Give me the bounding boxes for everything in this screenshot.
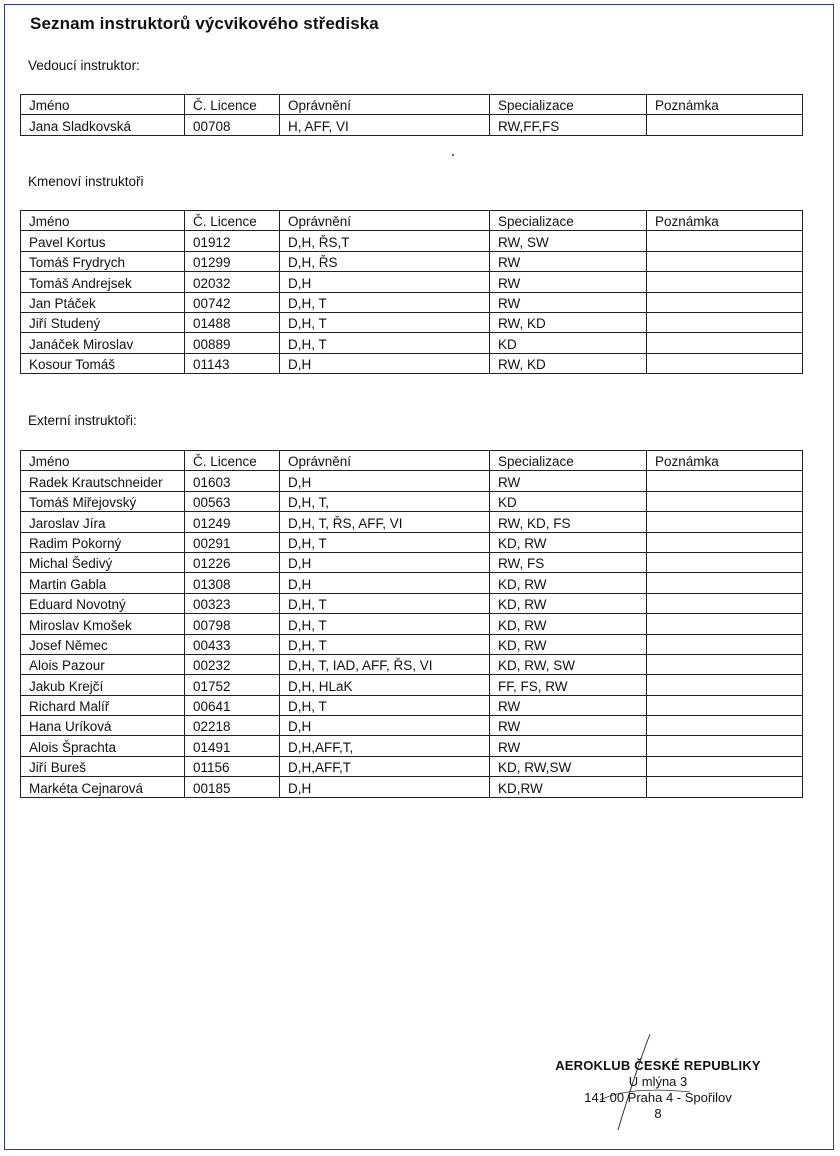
table-cell: KD xyxy=(490,491,647,511)
table-cell: D,H xyxy=(280,777,490,797)
table-cell: 01143 xyxy=(185,353,280,373)
column-header: Specializace xyxy=(490,451,647,471)
external-instructors-table xyxy=(20,450,803,798)
table-cell xyxy=(647,675,803,695)
table-cell xyxy=(647,736,803,756)
column-header: Poznámka xyxy=(647,95,803,115)
table-cell: 00323 xyxy=(185,593,280,613)
table-cell: RW xyxy=(490,272,647,292)
table-cell: Eduard Novotný xyxy=(21,593,185,613)
table-cell: RW, KD, FS xyxy=(490,512,647,532)
table-cell: D,H, T xyxy=(280,312,490,332)
table-cell: 00433 xyxy=(185,634,280,654)
table-cell: 00641 xyxy=(185,695,280,715)
table-cell: KD, RW xyxy=(490,634,647,654)
table-cell: Tomáš Miřejovský xyxy=(21,491,185,511)
column-header: Specializace xyxy=(490,211,647,231)
table-cell: RW xyxy=(490,292,647,312)
table-cell: KD, RW xyxy=(490,614,647,634)
core-instructors-table xyxy=(20,210,803,374)
table-cell: 00708 xyxy=(185,115,280,135)
table-cell: 01308 xyxy=(185,573,280,593)
table-cell: Jan Ptáček xyxy=(21,292,185,312)
table-row xyxy=(21,292,803,312)
table-row xyxy=(21,532,803,552)
table-cell: Hana Uríková xyxy=(21,716,185,736)
column-header: Poznámka xyxy=(647,451,803,471)
table-cell xyxy=(647,272,803,292)
table-cell: H, AFF, VI xyxy=(280,115,490,135)
column-header: Jméno xyxy=(21,95,185,115)
table-row xyxy=(21,333,803,353)
table-cell: D,H, T, IAD, AFF, ŘS, VI xyxy=(280,654,490,674)
table-cell: Alois Pazour xyxy=(21,654,185,674)
table-cell: D,H, HLaK xyxy=(280,675,490,695)
table-cell: 01912 xyxy=(185,231,280,251)
table-row xyxy=(21,573,803,593)
table-cell: 00563 xyxy=(185,491,280,511)
table-cell: Radim Pokorný xyxy=(21,532,185,552)
table-cell: 01752 xyxy=(185,675,280,695)
table-cell: 00291 xyxy=(185,532,280,552)
table-cell: 01156 xyxy=(185,756,280,776)
page-title: Seznam instruktorů výcvikového střediska xyxy=(30,14,379,33)
table-cell: D,H, T xyxy=(280,634,490,654)
table-row xyxy=(21,312,803,332)
table-cell: KD, RW xyxy=(490,593,647,613)
table-cell xyxy=(647,777,803,797)
table-cell: KD,RW xyxy=(490,777,647,797)
column-header: Č. Licence xyxy=(185,211,280,231)
table-cell xyxy=(647,333,803,353)
table-cell: Jana Sladkovská xyxy=(21,115,185,135)
table-cell: Martin Gabla xyxy=(21,573,185,593)
table-cell: D,H, T xyxy=(280,333,490,353)
table-cell: Radek Krautschneider xyxy=(21,471,185,491)
table-row xyxy=(21,634,803,654)
table-cell xyxy=(647,654,803,674)
lead-instructor-table xyxy=(20,94,803,136)
table-cell: 01249 xyxy=(185,512,280,532)
table-row xyxy=(21,756,803,776)
table-cell: Markéta Cejnarová xyxy=(21,777,185,797)
stamp-street: U mlýna 3 xyxy=(628,1074,688,1089)
table-cell: 01603 xyxy=(185,471,280,491)
table-cell: D,H, ŘS xyxy=(280,251,490,271)
table-cell: 02218 xyxy=(185,716,280,736)
column-header: Jméno xyxy=(21,451,185,471)
table-cell: D,H, T, ŘS, AFF, VI xyxy=(280,512,490,532)
table-cell: 00889 xyxy=(185,333,280,353)
table-cell: D,H xyxy=(280,573,490,593)
table-cell xyxy=(647,115,803,135)
table-cell: Miroslav Kmošek xyxy=(21,614,185,634)
table-cell: Alois Šprachta xyxy=(21,736,185,756)
table-cell: Jaroslav Jíra xyxy=(21,512,185,532)
table-cell: D,H xyxy=(280,353,490,373)
table-row xyxy=(21,272,803,292)
table-cell: 01299 xyxy=(185,251,280,271)
table-header-row xyxy=(21,451,803,471)
table-cell: Tomáš Frydrych xyxy=(21,251,185,271)
table-cell: D,H xyxy=(280,471,490,491)
table-cell: RW xyxy=(490,471,647,491)
table-cell: RW, KD xyxy=(490,312,647,332)
table-cell: 00185 xyxy=(185,777,280,797)
table-row xyxy=(21,654,803,674)
column-header: Č. Licence xyxy=(185,451,280,471)
table-cell: Josef Němec xyxy=(21,634,185,654)
table-cell: 02032 xyxy=(185,272,280,292)
table-cell: RW xyxy=(490,695,647,715)
table-row xyxy=(21,115,803,135)
column-header: Oprávnění xyxy=(280,451,490,471)
stray-mark xyxy=(452,154,454,156)
table-row xyxy=(21,231,803,251)
table-cell xyxy=(647,312,803,332)
table-cell xyxy=(647,573,803,593)
table-row xyxy=(21,512,803,532)
section-label-external: Externí instruktoři: xyxy=(28,413,137,428)
table-cell: D,H xyxy=(280,552,490,572)
table-cell: D,H xyxy=(280,716,490,736)
table-cell: 01491 xyxy=(185,736,280,756)
column-header: Č. Licence xyxy=(185,95,280,115)
table-cell: 00742 xyxy=(185,292,280,312)
table-cell: KD, RW,SW xyxy=(490,756,647,776)
table-row xyxy=(21,593,803,613)
column-header: Jméno xyxy=(21,211,185,231)
table-row xyxy=(21,695,803,715)
table-cell: D,H, T xyxy=(280,614,490,634)
table-cell: Jiří Bureš xyxy=(21,756,185,776)
table-cell: D,H, ŘS,T xyxy=(280,231,490,251)
section-label-lead: Vedoucí instruktor: xyxy=(28,58,140,73)
section-label-core: Kmenoví instruktoři xyxy=(28,174,144,189)
table-cell: RW, KD xyxy=(490,353,647,373)
table-cell xyxy=(647,593,803,613)
organization-stamp xyxy=(548,1058,768,1122)
table-cell xyxy=(647,292,803,312)
table-cell: D,H xyxy=(280,272,490,292)
table-cell: D,H, T xyxy=(280,292,490,312)
table-cell: D,H, T xyxy=(280,695,490,715)
table-cell: Janáček Miroslav xyxy=(21,333,185,353)
table-cell xyxy=(647,353,803,373)
table-cell: RW xyxy=(490,251,647,271)
table-cell: RW, SW xyxy=(490,231,647,251)
table-cell: RW xyxy=(490,716,647,736)
table-header-row xyxy=(21,95,803,115)
table-row xyxy=(21,716,803,736)
table-cell: D,H, T xyxy=(280,593,490,613)
column-header: Specializace xyxy=(490,95,647,115)
table-row xyxy=(21,552,803,572)
table-cell xyxy=(647,491,803,511)
table-header-row xyxy=(21,211,803,231)
column-header: Poznámka xyxy=(647,211,803,231)
table-cell: RW xyxy=(490,736,647,756)
table-row xyxy=(21,251,803,271)
table-row xyxy=(21,675,803,695)
table-cell xyxy=(647,552,803,572)
table-cell: Richard Malíř xyxy=(21,695,185,715)
table-cell xyxy=(647,231,803,251)
table-cell: KD xyxy=(490,333,647,353)
table-cell: D,H, T xyxy=(280,532,490,552)
table-cell: RW,FF,FS xyxy=(490,115,647,135)
table-cell: Jiří Studený xyxy=(21,312,185,332)
table-row xyxy=(21,353,803,373)
table-cell: 01226 xyxy=(185,552,280,572)
table-row xyxy=(21,491,803,511)
table-row xyxy=(21,777,803,797)
table-cell xyxy=(647,512,803,532)
column-header: Oprávnění xyxy=(280,95,490,115)
table-cell xyxy=(647,471,803,491)
table-row xyxy=(21,614,803,634)
table-cell: D,H,AFF,T xyxy=(280,756,490,776)
table-cell: Jakub Krejčí xyxy=(21,675,185,695)
table-cell: Tomáš Andrejsek xyxy=(21,272,185,292)
table-cell: KD, RW, SW xyxy=(490,654,647,674)
table-cell xyxy=(647,756,803,776)
column-header: Oprávnění xyxy=(280,211,490,231)
table-cell: D,H, T, xyxy=(280,491,490,511)
table-cell: Michal Šedivý xyxy=(21,552,185,572)
table-cell: 01488 xyxy=(185,312,280,332)
table-cell xyxy=(647,695,803,715)
table-cell xyxy=(647,614,803,634)
table-cell: KD, RW xyxy=(490,573,647,593)
stamp-city: 141 00 Praha 4 - Spořilov xyxy=(584,1090,732,1105)
table-row xyxy=(21,471,803,491)
table-row xyxy=(21,736,803,756)
table-cell: KD, RW xyxy=(490,532,647,552)
table-cell: FF, FS, RW xyxy=(490,675,647,695)
table-cell xyxy=(647,716,803,736)
table-cell: Kosour Tomáš xyxy=(21,353,185,373)
table-cell xyxy=(647,251,803,271)
table-cell xyxy=(647,532,803,552)
table-cell: Pavel Kortus xyxy=(21,231,185,251)
table-cell xyxy=(647,634,803,654)
table-cell: 00798 xyxy=(185,614,280,634)
table-cell: D,H,AFF,T, xyxy=(280,736,490,756)
page-number: 8 xyxy=(654,1106,662,1121)
table-cell: 00232 xyxy=(185,654,280,674)
table-cell: RW, FS xyxy=(490,552,647,572)
stamp-organization: AEROKLUB ČESKÉ REPUBLIKY xyxy=(555,1058,761,1073)
